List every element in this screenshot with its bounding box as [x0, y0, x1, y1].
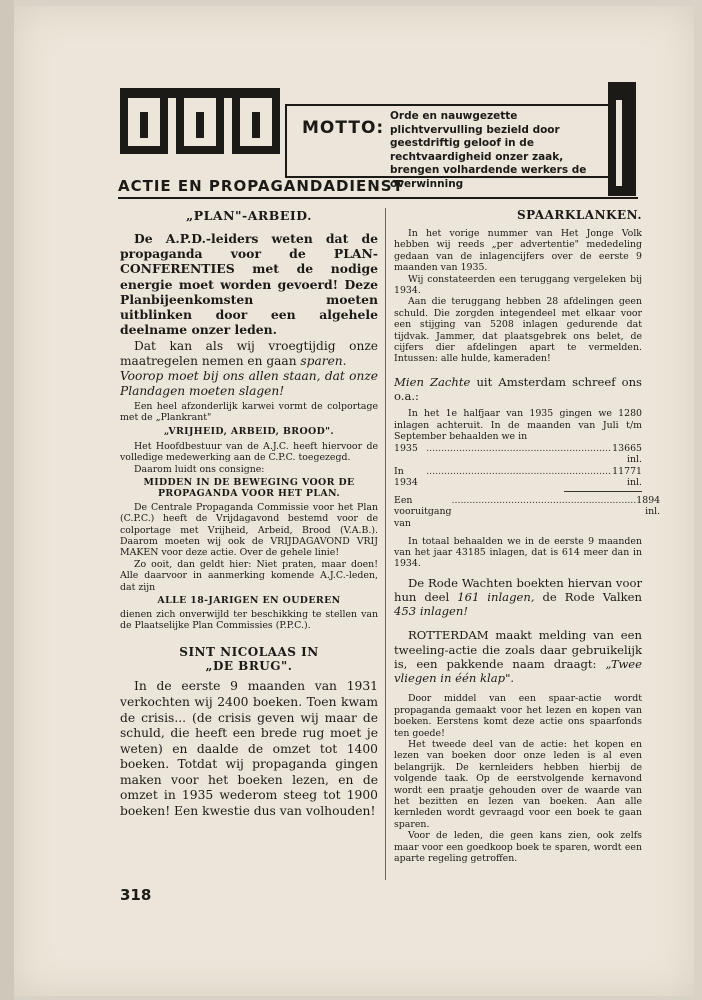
- plan-paragraph-1: De A.P.D.-leiders weten dat de propaganda voor de PLAN-CONFERENTIES met de nodige energie moet worden gevoerd! Deze Planbijeenkomsten moeten uitblinken door een algehele deelname onzer leden.: [120, 231, 378, 338]
- spaar-paragraph-3: Aan die teruggang hebben 28 afdelingen geen schuld. Die zorgden integendeel met elkaar voor een stijging van 5208 inlagen gedurende dat tijdvak. Jammer, dat plaatsgebrek ons belet, de cijfers dier afdelingen apart te vermelden. Intussen: alle hulde, kameraden!: [394, 296, 642, 365]
- plan-paragraph-5: Het Hoofdbestuur van de A.J.C. heeft hiervoor de volledige medewerking aan de C.P.C. toegezegd.: [120, 440, 378, 464]
- spaar-heading: SPAARKLANKEN.: [516, 208, 642, 222]
- wachten-emphasis-1: 161 inlagen,: [457, 590, 535, 605]
- right-column: [394, 208, 661, 864]
- spaar-paragraph-1: In het vorige nummer van Het Jonge Volk hebben wij reeds „per advertentie" mededeling gedaan van de inlagencijfers over de eerste 9 maanden van 1935.: [394, 228, 642, 274]
- stats-value: 11771 inl.: [612, 465, 642, 489]
- sint-heading-2: „DE BRUG".: [205, 659, 293, 674]
- logo-top-bar: [120, 88, 280, 98]
- sint-heading-1: SINT NICOLAAS IN: [179, 645, 319, 660]
- motto-text: Orde en nauwgezette plichtvervulling bezield door geestdriftig geloof in de rechtvaardigheid onzer zaak, brengen volhardende werkers de overwinning: [390, 110, 587, 190]
- page-edge: [0, 0, 14, 1000]
- rotterdam-text: ROTTERDAM maakt melding van een tweeling-actie die zoals daar gebruikelijk is, een pakkende naam draagt:: [394, 628, 642, 671]
- header-rule: [118, 197, 638, 199]
- motto-label: MOTTO:: [302, 118, 385, 138]
- stats-value: 13665 inl.: [612, 442, 642, 466]
- logo-letter-d: [232, 98, 280, 154]
- zachte-paragraph-1: In het 1e halfjaar van 1935 gingen we 1280 inlagen achteruit. In de maanden van Juli t/m September behaalden we in: [394, 408, 642, 443]
- logo-letter-p: [176, 98, 224, 154]
- rotterdam-emphasis: „Twee vliegen in één klap".: [394, 656, 642, 686]
- plan-paragraph-8: Zo ooit, dan geldt hier: Niet praten, maar doen! Alle daarvoor in aanmerking komende A.J.C.-leden, dat zijn: [120, 558, 378, 593]
- spaar-paragraph-2: Wij constateerden een teruggang vergeleken bij 1934.: [394, 273, 642, 297]
- age-line: ALLE 18-JARIGEN EN OUDEREN: [157, 595, 341, 607]
- zachte-name: Mien Zachte: [394, 374, 471, 389]
- plan-paragraph-9: dienen zich onverwijld ter beschikking te stellen van de Plaatselijke Plan Commissies (P.P.C.).: [120, 608, 378, 631]
- plan-paragraph-7: De Centrale Propaganda Commissie voor het Plan (C.P.C.) heeft de Vrijdagavond bestemd voor de colportage met Vrijheid, Arbeid, Brood (V.A.B.). Daarom moeten wij ook de VRIJDAGAVOND VRIJ MAKEN voor deze actie. Over de gehele linie!: [120, 501, 378, 559]
- plan-paragraph-4: Een heel afzonderlijk karwei vormt de colportage met de „Plankrant": [120, 400, 378, 424]
- stats-dots: ..............................................................: [426, 465, 611, 477]
- left-column: [120, 208, 378, 820]
- plan-heading: „PLAN"-ARBEID.: [186, 208, 312, 223]
- rotterdam-paragraph-3: Voor de leden, die geen kans zien, ook zelfs maar voor een goedkoop boek te sparen, wordt een aparte regeling getroffen.: [394, 830, 642, 864]
- plan-paragraph-3: Voorop moet bij ons allen staan, dat onze Plandagen moeten slagen!: [120, 369, 378, 398]
- stats-row-advance: [394, 494, 661, 530]
- apd-logo: [120, 88, 280, 154]
- slogan: „VRIJHEID, ARBEID, BROOD".: [163, 426, 335, 438]
- plan-paragraph-6: Daarom luidt ons consigne:: [134, 463, 265, 475]
- consigne: MIDDEN IN DE BEWEGING VOOR DE PROPAGANDA VOOR HET PLAN.: [143, 477, 355, 500]
- plan-paragraph-2-emphasis: sparen.: [300, 354, 347, 369]
- wachten-emphasis-2: 453 inlagen!: [394, 604, 469, 619]
- plan-paragraph-2: [120, 339, 378, 369]
- motto-side-bar: [608, 82, 636, 196]
- advance-label: Een vooruitgang van: [394, 494, 452, 530]
- zachte-intro: [394, 375, 642, 403]
- stats-row-1935: [394, 443, 642, 466]
- stats-label: In 1934: [394, 465, 418, 489]
- page-number: 318: [120, 886, 152, 904]
- stats-row-1934: [394, 466, 642, 489]
- wachten-paragraph: [394, 576, 642, 619]
- column-divider: [385, 208, 386, 880]
- advance-value: 1894 inl.: [636, 494, 661, 518]
- sint-paragraph-1: In de eerste 9 maanden van 1931 verkochten wij 2400 boeken. Toen kwam de crisis... (de crisis geven wij maar de schuld, die heeft een brede rug moet je weten) en daalde de omzet tot 1400 boeken. Totdat wij propaganda gingen maken voor het boeken lezen, en de omzet in 1935 wederom steeg tot 1900 boeken! Een kwestie dus van volhouden!: [120, 679, 378, 819]
- zachte-paragraph-2: In totaal behaalden we in de eerste 9 maanden van het jaar 43185 inlagen, dat is 614 meer dan in 1934.: [394, 535, 642, 570]
- department-title: ACTIE EN PROPAGANDADIENST: [118, 177, 404, 195]
- stats-dots: ..............................................................: [451, 494, 637, 506]
- wachten-text-a: De Rode Wachten boekten hiervan voor hun deel: [394, 575, 642, 605]
- rotterdam-paragraph-1: Door middel van een spaar-actie wordt propaganda gemaakt voor het lezen en kopen van boeken. Eerstens komt deze actie ons spaarfonds ten goede!: [394, 693, 642, 739]
- stats-total-rule: [564, 491, 642, 492]
- stats-label: 1935: [394, 442, 418, 454]
- rotterdam-paragraph-2: Het tweede deel van de actie: het kopen en lezen van boeken door onze leden is al even belangrijk. De kernleiders hebben hierbij de volgende taak. Op de eerstvolgende kernavond wordt een praatje gehouden over de waarde van het bezitten en lezen van boeken. Aan alle kernleden wordt gevraagd voor een boek te gaan sparen.: [394, 738, 642, 830]
- stats-dots: ..............................................................: [426, 442, 611, 454]
- logo-letter-a: [120, 98, 168, 154]
- plan-paragraph-2-text: Dat kan als wij vroegtijdig onze maatregelen nemen en gaan: [120, 339, 378, 369]
- zachte-rest: uit Amsterdam schreef ons o.a.:: [394, 374, 642, 404]
- wachten-text-b: de Rode Valken: [534, 590, 642, 605]
- rotterdam-paragraph: [394, 628, 642, 685]
